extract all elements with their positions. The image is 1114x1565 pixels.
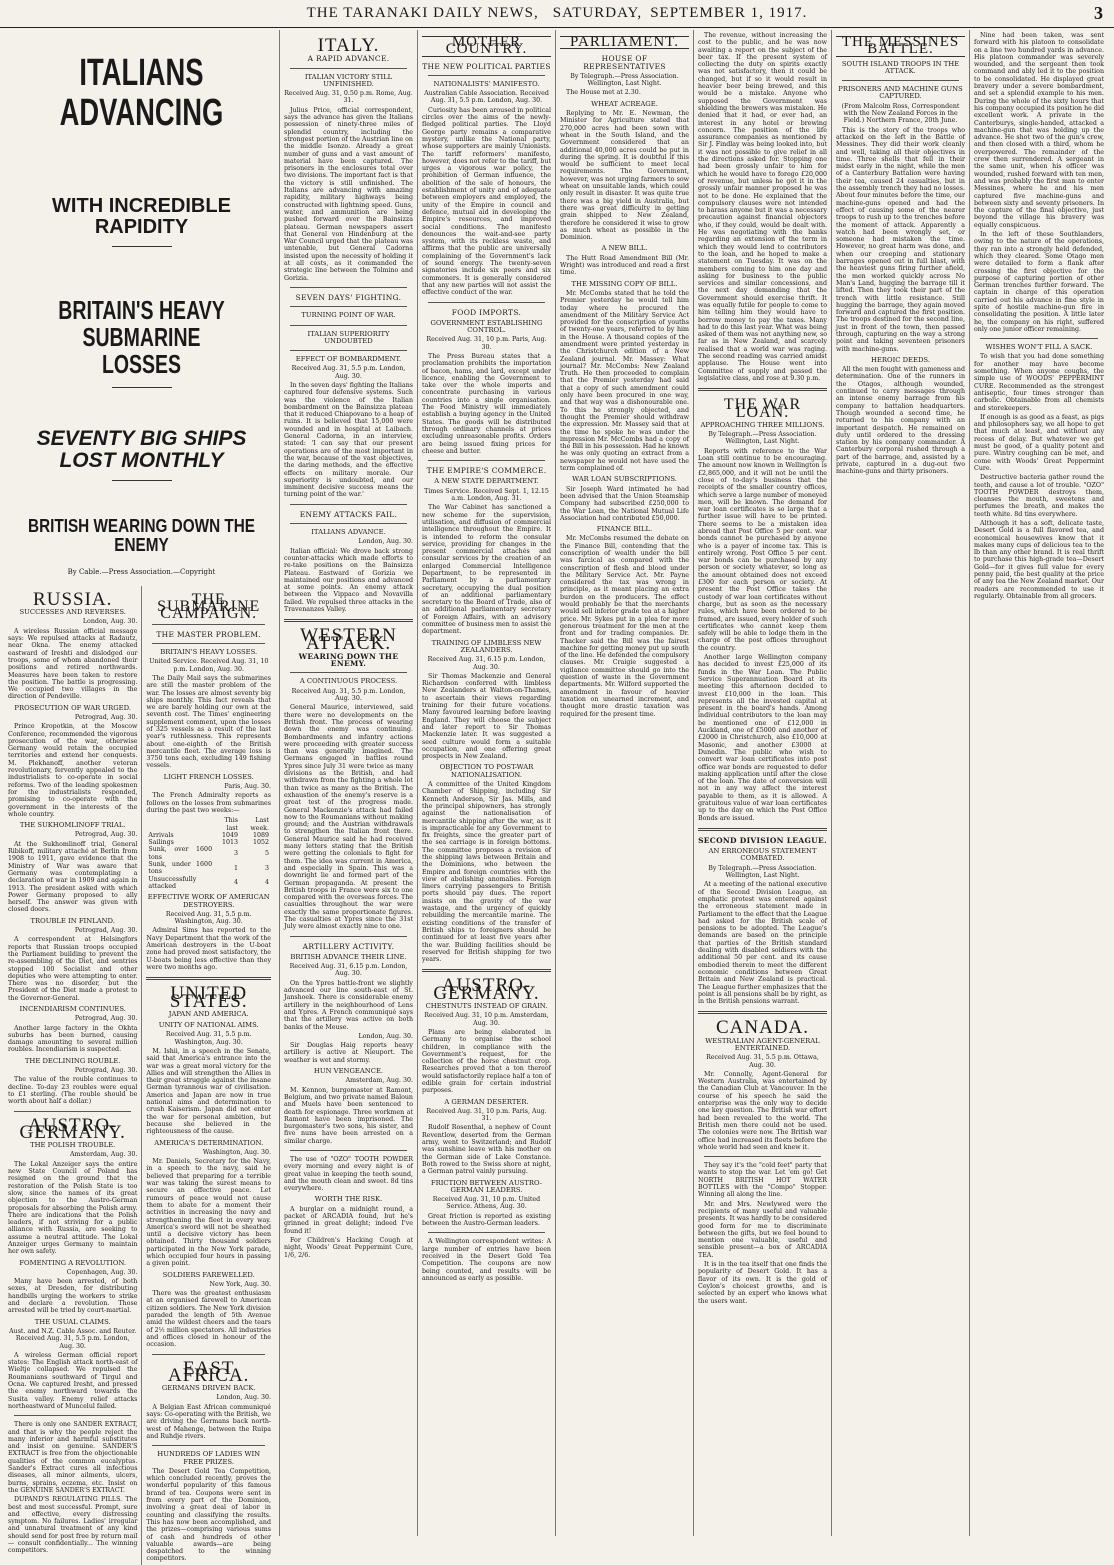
article-text: The War Cabinet has sanctioned a new scheme for the supervision, utilisation, and diffusion of commercial intelligence throughout the Empire. It is intended to reform the consular service, providing for changes in the present commercial attachés and consular services by the creation of an enlarged Commercial Intelligence Department, to be represented in Parliament by a parliamentary secretary, occupying the dual position of an additional parliamentary secretary to the Board of Trade, also of an additional parliamentary secretary of Foreign Affairs, with an advisory committee of business men to assist the department. bbox=[422, 504, 551, 636]
advertisement: They say it's the "cold feet" party that wants to stop the war. Let 'em go! Get NORTH BRITISH HOT WATER BOTTLES with the "Compo" Stopper. Winning all along the line. bbox=[698, 1162, 827, 1199]
advertisement-heading: WISHES WON'T FILL A SACK. bbox=[985, 343, 1093, 352]
italy-title: ITALY. bbox=[317, 35, 380, 56]
article-text: Mr. McCombs resumed the debate on the Finance Bill, contending that the conscription of wealth under the bill was farcical as compared with the conscription of flesh and blood under the Military Service Act. Mr. Payne considered the tax was wrong in principle, as it meant placing an extra burden on the producers. The effect would probably be that the merchants would sell inferior grade tea at a higher price. Mr. Sykes put in a plea for more generous treatment for the men at the front and for trading companies. Dr. Thacker said the Bill was the fairest machine for getting money put up south of the line. He defended the compulsory clauses. Mr. Craigie suggested a vigilance committee should go into the question of waste in the Government departments. Mr. Wilford supported the amendment in favour of heavier taxation on unearned increment, and thought more drastic taxation was required for the present time. bbox=[560, 535, 689, 718]
dateline: Petrograd, Aug. 30. bbox=[74, 1015, 138, 1023]
dateline: Petrograd, Aug. 30. bbox=[74, 927, 138, 935]
article-subhead: FOMENTING A REVOLUTION. bbox=[19, 1258, 127, 1267]
mother-country-title: MOTHER COUNTRY. bbox=[422, 36, 551, 57]
advertisement: A burglar on a midnight round, a packet of ARCADIA found, but he's grinned in great delight; indeed I've found it! bbox=[284, 1205, 413, 1235]
dateline: (From Malcolm Ross, Correspondent with the New Zealand Forces in the Field.) Northern France, 20th June. bbox=[841, 102, 960, 125]
lead-subhead-4: BRITISH WEARING DOWN THE ENEMY bbox=[28, 515, 255, 555]
table-cell: Arrivals bbox=[148, 831, 174, 839]
article-subhead: ENEMY ATTACKS FAIL. bbox=[299, 509, 398, 519]
article-subhead: A GERMAN DESERTER. bbox=[444, 1097, 529, 1106]
article-text: Another large factory in the Okhta suburbs has been burned, causing damage amounting to several million roubles. Incendiarism is suspected. bbox=[8, 1024, 138, 1054]
masthead bbox=[0, 0, 1114, 28]
lead-column bbox=[4, 30, 280, 1563]
austro-germany-title: AUSTRO-GERMANY. bbox=[19, 1114, 126, 1143]
article-text: Sir Joseph Ward intimated he had been advised that the Union Steamship Company had subscribed £250,000 to the War Loan, the National Mutual Life Association had contributed £50,000. bbox=[560, 485, 689, 522]
article-subhead: CHESTNUTS INSTEAD OF GRAIN. bbox=[425, 1002, 548, 1011]
article-subhead: TRAINING OF LIMBLESS NEW ZEALANDERS. bbox=[431, 638, 542, 654]
article-text: A Belgian East African communiqué says: Co-operating with the British, we are driving the Germans back north-west of Mahenge, between the Ruipa and Ruhdje rivers. bbox=[146, 1403, 271, 1440]
dateline: London, Aug. 30. bbox=[82, 618, 138, 626]
advertisement: The Desert Gold Tea Competition, which concluded recently, proves the wonderful popularity of this famous brand of tea. Coupons were sent in from every part of the Dominion, involving a great deal of labor in counting and classifying the results. This has now been accomplished, and the prizes—comprising various sums of cash and hundreds of other valuable awards—are being despatched to the winning competitors. bbox=[146, 1467, 271, 1563]
dateline: Australian Cable Association. Received Aug. 31, 5.5 p.m. London, Aug. 30. bbox=[424, 90, 549, 105]
dateline: New York, Aug. 30. bbox=[209, 1280, 271, 1288]
table-cell: Unsuccessfully attacked bbox=[148, 875, 197, 890]
advertisement: It is in the tea itself that one finds the popularity of Desert Gold. It has a flavor of its own. It is the gold of Ceylon's choicest growths, and is selected by an expert who knows what the users want. bbox=[698, 1261, 827, 1305]
article-text: Julius Price, official correspondent, says the advance has given the Italians possession of ninety-three miles of splendid country, including the strongest portion of the Austrian line on the middle Isonzo. Already a great number of guns and a vast amount of material have been captured. The prisoners in the enclosures total over two divisions. The important fact is that the victory is still unfinished. The Italians are advancing with amazing rapidity, military highways being constructed with lightning speed. Guns, water, and ammunition are being pushed forward over the Bainsizza plateau. German newspapers assert that General von Hindenburg at the War Council urged that the plateau was untenable, but General Cadorna insisted upon the necessity of holding it at all costs, as it commanded the strategic line between the Tolmino and Gorizia. bbox=[284, 106, 413, 282]
table-header: Last week. bbox=[250, 817, 269, 832]
article-text: The Hutt Road Amendment Bill (Mr. Wright) was introduced and read a first time. bbox=[560, 254, 689, 277]
article-subhead: BRITAIN'S HEAVY LOSSES. bbox=[160, 648, 258, 657]
east-africa-title: EAST AFRICA. bbox=[167, 1357, 250, 1386]
article-text: The French Admiralty reports as follows on the losses from submarines during the past two weeks:— bbox=[146, 792, 271, 814]
article-subhead: THE NEW POLITICAL PARTIES bbox=[422, 61, 551, 71]
second-division-title: SECOND DIVISION LEAGUE. bbox=[698, 835, 827, 845]
article-subhead: OBJECTION TO POST-WAR NATIONALISATION. bbox=[439, 763, 534, 779]
article-text: Italian official: We drove back strong counter-attacks which made efforts to re-take positions on the Bainsizza Plateau. Eastward of Gorizia we maintained our positions and advanced at some points. An enemy attack between the Vippaco and Novavilla failed. We repulsed three attacks in the Travenanzes Valley. bbox=[284, 547, 413, 613]
advertisement: There is only one SANDER EXTRACT, and that is why the people reject the many inferior and harmful substitutes and insist on genuine. SANDER'S EXTRACT is free from the objectionable qualities of the common eucalyptus. Sander's Extract cures all infectious diseases, all minor ailments, ulcers, burns, sprains, eczema, etc. Insist on the GENUINE SANDER'S EXTRACT. bbox=[8, 1421, 138, 1494]
article-subhead: ITALIANS ADVANCE. bbox=[311, 528, 386, 537]
table-cell: 1 bbox=[233, 864, 238, 872]
advertisement: The use of "OZO" TOOTH POWDER every morning and every night is of great value in keeping the teeth sound, and the mouth clean and sweet. 8d tins everywhere. bbox=[284, 1156, 413, 1193]
article-subhead: SUCCESSES AND REVERSES. bbox=[19, 608, 126, 617]
dateline: Received Aug. 31, 0.50 p.m. Rome, Aug. 31. bbox=[284, 90, 413, 105]
article-subhead: WHEAT ACREAGE. bbox=[591, 99, 658, 108]
austro-germany-2-title: AUSTRO-GERMANY. bbox=[433, 975, 540, 1004]
article-text: A correspondent at Helsingfors reports that Russian troops occupied the Parliament building to prevent the re-assembling of the Diet, and sentries stopped 100 Socialist and other deputies who were attempting to enter. There was no disorder, but the President of the Diet made a protest to the Governor-General. bbox=[8, 936, 138, 1002]
dateline: Paris, Aug. 30. bbox=[224, 783, 271, 791]
italy-column bbox=[280, 30, 418, 1536]
article-text: The Press Bureau states that a proclamation prohibits the importation of bacon, hams, and lard, except under licence, enabling the Government to take over the whole imports and concentrate purchasing in various countries into a single organisation. The Food Ministry will immediately establish a buying agency in the United States. The goods will be distributed through ordinary channels at prices excluding unreasonable profits. Orders are being issued fixing prices for cheese and butter. bbox=[422, 352, 551, 455]
lead-headline: ITALIANS ADVANCING bbox=[59, 52, 224, 134]
article-subhead: PRISONERS AND MACHINE GUNS CAPTURED. bbox=[838, 85, 963, 101]
article-subhead: AMERICA'S DETERMINATION. bbox=[154, 1138, 264, 1147]
dateline: Aust. and N.Z. Cable Assoc. and Reuter. Received Aug. 31, 5.5 p.m. London, Aug. 30. bbox=[9, 1327, 137, 1350]
dateline: Received Aug. 31, 10 p.m. Paris, Aug. 30. bbox=[426, 336, 547, 351]
table-cell: 4 bbox=[233, 879, 238, 887]
dateline: London, Aug. 30. bbox=[358, 538, 413, 546]
dateline: London, Aug. 30. bbox=[216, 1394, 271, 1402]
messines-continued-column bbox=[970, 30, 1108, 1536]
article-text: Replying to Mr. E. Newman, the Minister for Agriculture stated that 270,000 acres had been sown with wheat in the South Island, and the Government considered that an additional 40,000 acres could be put in during the spring. It is doubtful if this would be sufficient to meet local requirements. The Government, however, was not urging farmers to sow wheat on unsuitable lands, which could only result in disaster. It was quite true there was a big yield in Australia, but there was great difficulty in getting grain shipped to New Zealand, therefore he considered it wise to grow as much wheat as possible in the Dominion. bbox=[560, 110, 689, 242]
article-text: Sir Thomas Mackenzie and General Richardson conferred with limbless New Zealanders at Walton-on-Thames, to ascertain their views regarding training for their future vocations. Many favoured learning before leaving England. They will choose the subject and later report to Sir Thomas Mackenzie later. It was suggested a seed culture would form a suitable occupation, and one offering great prospects in New Zealand. bbox=[422, 672, 551, 761]
table-cell: 1013 bbox=[221, 839, 238, 847]
article-subhead: BRITISH ADVANCE THEIR LINE. bbox=[290, 952, 407, 961]
advertisement: To wish that you had done something for another may have become something. When anyone coughs, the simple use of WOODS' PEPPERMINT CURE. Recommended as the strongest antiseptic, four times stronger than carbolic. Obtainable from all chemists and storekeepers. bbox=[974, 353, 1104, 412]
table-header: This last bbox=[224, 817, 238, 832]
dateline: By Telegraph.—Press Association. Wellington, Last Night. bbox=[708, 431, 817, 446]
article-subhead: FRICTION BETWEEN AUSTRO-GERMAN LEADERS. bbox=[430, 1178, 543, 1194]
article-subhead: SEVEN DAYS' FIGHTING. bbox=[295, 292, 402, 302]
advertisement: If enough is as good as a feast, as pigs and philosophers say, we all hope to get that much at least, and without any recess of delay. But whatever we get must be good, of a quality potent and pure. Wintry coughing can be met, and come with Woods' Great Peppermint Cure. bbox=[974, 413, 1104, 472]
article-subhead: NATIONALISTS' MANIFESTO. bbox=[433, 79, 540, 88]
article-subhead: SOUTH ISLAND TROOPS IN THE ATTACK. bbox=[841, 59, 960, 75]
dateline: Received Aug. 31, 5.5 p.m. Ottawa, Aug. 30. bbox=[706, 1054, 819, 1069]
article-subhead: HEROIC DEEDS. bbox=[870, 355, 931, 364]
paper-name: THE TARANAKI DAILY NEWS, bbox=[306, 5, 539, 21]
article-subhead: A CONTINUOUS PROCESS. bbox=[299, 677, 398, 686]
masthead-day: SATURDAY, bbox=[552, 5, 643, 21]
article-subhead: HUN VENGEANCE. bbox=[313, 1067, 384, 1076]
article-subhead: EFFECTIVE WORK OF AMERICAN DESTROYERS. bbox=[147, 893, 270, 909]
article-text: The Lokal Anzeiger says the entire new State Council of Poland has resigned on the ground that the restoration of the Polish State is too slow, since the names of its great objection to the Austro-German proposals for absorbing the Polish army. There are indications that the Polish leaders, if not striving for a public alliance with Russia, are seeking to assume a neutral attitude. The Lokal Anzeiger urges Germany to maintain her own safety. bbox=[8, 1160, 138, 1256]
dateline: London, Aug. 30. bbox=[358, 1032, 413, 1040]
submarine-title: THE SUBMARINE CAMPAIGN. bbox=[157, 590, 261, 623]
article-subhead: ITALIAN SUPERIORITY UNDOUBTED bbox=[307, 329, 390, 345]
article-text: A committee of the United Kingdom Chamber of Shipping, including Sir Kenneth Anderson, Sir Jas. Mills, and the principal shipowners, has strongly against the nationalisation of mercantile shipping after the war, as it is impracticable for any Government to fix freights, since the greater part of the sea carriage is in foreign bottoms. The committee proposes a revision of the shipping laws between Britain and the Dominions, who between the Empire and foreign countries with the view of abolishing anomalies. Foreign liners carrying passengers to British ports should pay dues. The report insists on the gravity of the war wastage, and the urgency of quickly rebuilding the mercantile marine. The existing conditions of the transfer of British ships to foreigners should be continued for at least five years after the war. Building facilities should be reserved for British shipping for two years. bbox=[422, 781, 551, 964]
article-subhead: THE MISSING COPY OF BILL. bbox=[571, 279, 678, 288]
dateline: Petrograd, Aug. 30. bbox=[74, 831, 138, 839]
byline: By Cable.—Press Association.—Copyright bbox=[67, 567, 216, 576]
table-cell: 4 bbox=[264, 879, 269, 887]
article-subhead: SOLDIERS FAREWELLED. bbox=[162, 1270, 255, 1279]
article-subhead: APPROACHING THREE MILLIONS. bbox=[700, 420, 825, 429]
dateline: Petrograd, Aug. 30. bbox=[74, 1067, 138, 1075]
article-subhead: INCENDIARISM CONTINUES. bbox=[19, 1004, 126, 1013]
article-subhead: A RAPID ADVANCE. bbox=[307, 54, 390, 64]
article-text: A wireless Russian official message says: We repulsed attacks at Radautz, near Okna. The enemy attacked eastward of Ireshti and dislodged our troops, some of whom abandoned their positions and retired northwards. Measures have been taken to restore the position. The battle is progressing. We occupied two villages in the direction of Pendeville. bbox=[8, 627, 138, 701]
table-cell: 5 bbox=[264, 850, 269, 858]
article-subhead: WESTRALIAN AGENT-GENERAL ENTERTAINED. bbox=[705, 1036, 820, 1052]
article-subhead: THE EMPIRE'S COMMERCE. bbox=[426, 466, 547, 476]
article-subhead: LIGHT FRENCH LOSSES. bbox=[163, 772, 254, 781]
table-cell: 1052 bbox=[252, 839, 269, 847]
advertisement: For Children's Hacking Cough at night, Woods' Great Peppermint Cure, 1/6, 2/6. bbox=[284, 1236, 413, 1259]
advertisement: Although it has a soft, delicate taste, Desert Gold is a full flavored tea, and economical housewives know that it makes many cups of delicious tea to the lb than any other brand. It is real thrift to purchase this high-grade tea—Desert Gold—for it gives full value for every penny paid, the best quality at the price of any tea the New Zealand market. Our readers are recommended to use it regularly. Obtainable from all grocers. bbox=[974, 520, 1104, 600]
dateline: Received Aug. 31, 6.15 p.m. London, Aug. 30. bbox=[427, 656, 546, 671]
dateline: Washington, Aug. 30. bbox=[202, 1148, 271, 1156]
article-text: There was the greatest enthusiasm at an organised farewell to American citizen soldiers. The New York division paraded the length of 5th Avenue amid the wildest cheers and the tears of 2½ million spectators. All industries and offices closed in honour of the occasion. bbox=[146, 1290, 271, 1349]
article-subhead: A NEW STATE DEPARTMENT. bbox=[434, 477, 539, 486]
article-text: All the men fought with gameness and determination. One of the runners in the Otagos, although wounded, continued to carry messages through an intense enemy barrage from his company to battalion headquarters. Though wounded a second time, he returned to his company with an important despatch. He remained on duty until ordered to the dressing station by his company commander. A Canterbury corporal rushed through a part of the barrage, and, assisted by a private, captured in a dug-out two machine-guns and thirty prisoners. bbox=[836, 366, 966, 476]
war-loan-title: THE WAR LOAN. bbox=[723, 396, 802, 421]
dateline: Received Aug. 31, 10 p.m. United Service. Athens, Aug. 30. bbox=[432, 1196, 541, 1211]
article-text: Sir Douglas Haig reports heavy artillery is active at Nieuport. The weather is wet and stormy. bbox=[284, 1042, 413, 1064]
dateline: Received Aug. 31, 5.5 p.m. Washington, Aug. 30. bbox=[165, 910, 252, 926]
dateline: Amsterdam, Aug. 30. bbox=[69, 1151, 138, 1159]
article-text: Nine had been taken, was sent forward with his platoon to consolidate on a line two hundred yards in advance. His platoon commander was severely wounded, and the sergeant then took command and ably led it to the position to be consolidated. He displayed great bravery under a severe bombardment, and set a splendid example to his men. During the whole of the sixty hours that his company occupied its position he did excellent work. A private in the Canterburys, single-handed, attacked a machine-gun that was holding up the advance. He shot two of the gun's crew, and then closed with a third, whom he overpowered. The remainder of the crew then surrendered. A sergeant in the same unit, when his officer was wounded, rushed forward with ten men, and was probably the first man to enter Messines, where he and his men captured five machine-guns and between sixty and seventy prisoners. In the capture of the final objective, just beyond the village his bravery was equally conspicuous. bbox=[974, 32, 1104, 229]
advertisement: DUPAND'S REGULATING PILLS. The best and most successful. Prompt, sure and effective, every distressing symptom. No failures. Ladies' irregular and unnatural treatment of any kind should send for post free by return mail — consult confidentially... The winning competitors. bbox=[8, 1496, 138, 1555]
article-text: In the seven days' fighting the Italians captured four defensive systems. Such was the violence of the Italian bombardment on the Bainsizza plateau that it reduced Chiapovano to a heap of ruins. It is believed that 15,000 were wounded and in hospital at Laibach. General Cadorna, in an interview, stated: 'I can say that our present operations are of the most important in the war, because of the vast objectives, the daring methods, and the effective effects on military morale. Our superiority is undoubted, and our imminent decisive success means the turning point of the war.' bbox=[284, 381, 413, 499]
article-text: Another large Wellington company has decided to invest £25,000 of its funds in the War Loan. The Public Service Superannuation Board at its meeting this afternoon decided to invest £10,000 in the loan. This represents all the invested capital at present in the board's hands. Among individual contributors to the loan may be mentioned one of £12,000 in Auckland, one of £5000 and another of £2000 in Christchurch, also £10,000 at Masonic, and another £3000 at Dunedin. The public who wish to convert war loan certificates into post office war bonds are requested to defer making application until after the close of the loan. The date of conversion will not in any way affect the interest payable to them, as it is allowed. A gratuitous value of war loan certificates up to the day on which the Post Office Bonds are issued. bbox=[698, 654, 827, 822]
table-cell: 3 bbox=[233, 850, 238, 858]
article-subhead: GERMANS DRIVEN BACK. bbox=[161, 1384, 256, 1393]
article-text: Mr. Daniels, Secretary for the Navy, in a speech to the navy, said he believed that preparing for a terrible war was taking the surest means to secure an effective peace. Let rumours of peace would not cause them to abate for a moment their activities in increasing the navy and strengthening the fleet in every way. America's sword will not be sheathed until a decisive victory has been obtained. Thirty thousand soldiers participated in the New York parade, which occupied four hours in passing a given point. bbox=[146, 1158, 271, 1268]
article-text: The revenue, without increasing the cost to the public, and he was now awaiting a report on the subject of the beer tax. If the present system of collecting the duty on spirits exactly was not satisfactory, then it could be changed, but if so it would result in heavier beer being brewed, and this would be a mistake. Anyone who supposed the Government was shielding the brewers was mistaken. He denied that it had, or ever had, an interest in any hotel or brewing concern. The position of the life assurance companies as mentioned by Sir J. Findlay was being looked into, but it was not possible to give relief in all the directions asked for. Stopping one had been grossly unfair to him for which he would have to forego £20,000 of revenue, but unless he got it in the grossly unfair manner proposed he was not to be done. He explained that the compulsory clauses were not intended to harass anyone but it was a necessary precaution against financial objectors who, if they could, would be dealt with. He was negotiating with the banks regarding an extension of the term in which they would lend to contributors to the loan, and he hoped to make a statement on Tuesday. It was on the members coming to him one day and asking for business to the public services and similar concessions, and the next day demanding that the Government should exercise thrift. It was equally futile for people to come to him telling him they would have to borrow money to pay the taxes. Many had to do this last year. What was being asked of them was not anything new, so far as in New Zealand, and scarcely realised that a world war was raging. The second reading was carried amidst applause. The House went into Committee of supply and passed the legislative class, and rose at 9.30 p.m. bbox=[698, 32, 827, 382]
messines-title: THE MESSINES BATTLE. bbox=[836, 36, 965, 57]
dateline: United Service. Received Aug. 31, 10 p.m. London, Aug. 30. bbox=[149, 658, 269, 673]
advertisement: Destructive bacteria gather round the teeth, and cause a lot of trouble. "OZO" TOOTH POWDER destroys them, cleanses the mouth, sweetens and perfumes the breath, and makes the teeth white. 8d tins everywhere. bbox=[974, 474, 1104, 518]
table-cell: Sunk, over 1600 tons bbox=[148, 846, 213, 861]
article-text: At a meeting of the national executive of the Second Division League, an emphatic protest was entered against the erroneous statement made in Parliament to the effect that the League had asked for the British scale of pensions to be adopted. The League's demands are based on the principle that parties of the British standard dealing with disabled soldiers with the additional 50 per cent. and its cause embodied therein to meet the different economic conditions between Great Britain and New Zealand is practical. The League further emphasizes that the point is all pensions shall be by right, as in the British pensions warrant. bbox=[698, 881, 827, 1006]
article-subhead: THE MASTER PROBLEM. bbox=[156, 629, 262, 639]
article-subhead: THE SUKHOMLINOFF TRIAL. bbox=[19, 821, 126, 830]
page-number: 3 bbox=[1094, 3, 1104, 23]
article-subhead: ITALIAN VICTORY STILL UNFINISHED. bbox=[304, 72, 393, 88]
article-subhead: EFFECT OF BOMBARDMENT. bbox=[295, 355, 402, 364]
article-text: Mr. McCombs stated that he told the Premier yesterday he would tell him today where he procured the amendment of the Military Service Act provided for the conscription of youths of twenty-one years, referred to by him in the House. A thousand copies of the amendment were printed yesterday in the Christchurch edition of a New Zealand journal. Mr. Massey: What journal? Mr. McCombs: New Zealand Truth. He then proceeded to complain that the Premier yesterday had said that a copy of such amendment could only have been procured in one way, and that way was a dishonourable one. To this he strongly objected, and thought the Premier should withdraw the expression. Mr. Massey said that at the time he spoke he was under the impression Mr. McCombs had a copy of the Bill in his possession. Had he known he was only quoting an extract from a newspaper he would not have used the term complained of. bbox=[560, 289, 689, 473]
submarine-column bbox=[141, 586, 275, 1565]
article-text: M. Ishii, in a speech in the Senate, said that America's entrance into the war was a great moral victory for the Allies and will strengthen the Allies in their great struggle against the insane German tyrannous war of civilisation. America and Japan are now in true national aims and determination to crush Kaiserism. Japan did not enter the war for personal ambition, but because she believed in the righteousness of the cause. bbox=[146, 1047, 271, 1136]
article-text: At the Sukhomlinoff trial, General Ribikoff, military attaché at Berlin from 1908 to 1911, gave evidence that the Ministry of War was aware that Germany was contemplating a declaration of war in 1909 and again in 1913. The president asked with which Power Germany proposed to ally herself. The answer was given with closed doors. bbox=[8, 840, 138, 914]
article-subhead: PROSECUTION OF WAR URGED. bbox=[14, 703, 132, 712]
dateline: Received Aug. 31, 10 p.m. Paris, Aug. 31. bbox=[426, 1107, 547, 1123]
canada-title: CANADA. bbox=[715, 1017, 810, 1039]
table-header bbox=[146, 817, 214, 832]
article-text: A wireless German official report states: The English attack north-east of Wieltje collapsed. We repulsed the Roumanians southward of Tirgul and Ocna. We captured Iresht, and pressed the enemy northward towards the Susita valley. Enemy relief attacks northeastward of Muncelul failed. bbox=[8, 1351, 138, 1410]
russia-column bbox=[8, 586, 141, 1565]
article-subhead: ARTILLERY ACTIVITY. bbox=[302, 941, 395, 951]
table-cell: Sailings bbox=[148, 839, 174, 847]
article-subhead: WORTH THE RISK. bbox=[314, 1195, 383, 1204]
article-subhead: JAPAN AND AMERICA. bbox=[168, 1009, 249, 1018]
dateline: Received Aug. 31, 5.5 p.m. London, Aug. 30. bbox=[291, 365, 406, 380]
article-text: Plans are being elaborated in Germany to organise the school children, in compliance with the Government's request, for the collection of the horse chestnut crop. Researches proved that a ton thereof would satisfactorily replace half a ton of edible grain for certain industrial purposes. bbox=[422, 1028, 551, 1095]
parliament-title: PARLIAMENT. bbox=[560, 36, 689, 49]
article-text: Prince Kropotkin, at the Moscow Conference, recommended the vigorous prosecution of the war, otherwise Germany would retain the occupied territories and extend her conquests. M. Plekhanoff, another veteran revolutionary, fervently appealed to the industrialists to co-operate in social reforms. Two of the leading spokesmen for the industrialists responded, promising to co-operate with the government in the interests of the whole country. bbox=[8, 723, 138, 818]
article-subhead: TURNING POINT OF WAR. bbox=[301, 311, 396, 320]
article-subhead: UNITY OF NATIONAL AIMS. bbox=[158, 1021, 259, 1030]
dateline: By Telegraph.—Press Association. Wellington, Last Night. bbox=[708, 864, 817, 880]
war-loan-column bbox=[694, 30, 832, 1536]
article-text: The House met at 2.30. bbox=[566, 89, 641, 97]
western-attack-title: WESTERN ATTACK. bbox=[300, 625, 397, 654]
dateline: Received Aug. 31, 6.15 p.m. London, Aug. 30. bbox=[289, 963, 408, 978]
article-text: Many have been arrested, of both sexes, at Dresden, for distributing handbills urging the workers to strike and declare a revolution. Those arrested will be tried by court-martial. bbox=[8, 1278, 138, 1315]
dateline: Received Aug. 31, 10 p.m. Amsterdam, Aug. 30. bbox=[424, 1012, 549, 1027]
russia-title: RUSSIA. bbox=[33, 588, 113, 610]
article-subhead: TROUBLE IN FINLAND. bbox=[30, 916, 115, 925]
table-cell: 1049 bbox=[221, 831, 238, 839]
messines-column bbox=[832, 30, 970, 1536]
article-text: On the Ypres battle-front we slightly advanced our line south-east of St. Janshoek. There is considerable enemy artillery in the neighbourhood of Lens and Ypres. A French communiqué says that the artillery was active on both banks of the Meuse. bbox=[284, 979, 413, 1031]
article-text: In the left of these Southlanders, owing to the nature of the operations, they ran into a strongly held defended, which they cleared. Some Otago men were detailed to form a flank after crossing the first objective for the purpose of capturing portion of other German trenches further forward. The captain in charge of this operation carried out his advance in fine style in spite of hostile machine-gun fire in consolidating the position. A little later he, the company on his right, suffered only one junior officer remaining. bbox=[974, 231, 1104, 333]
article-subhead: FOOD IMPORTS. bbox=[451, 307, 522, 317]
article-subhead: GOVERNMENT ESTABLISHING CONTROL. bbox=[430, 318, 543, 335]
dateline: Received Aug. 31, 5.5 p.m. Washington, Aug. 30. bbox=[165, 1031, 252, 1046]
article-text: M. Kennon, burgomaster at Ramont, Belgium, and two private named Baloun and Muels have been sentenced to death for espionage. Three workmen at Ramont have been imprisoned. The burgomaster's two sons, his sister, and five nuns have been arrested on a similar charge. bbox=[284, 1086, 413, 1145]
parliament-column bbox=[556, 30, 694, 1536]
table-cell: 3 bbox=[264, 864, 269, 872]
article-subhead: THE POLISH TROUBLE. bbox=[30, 1141, 116, 1150]
dateline: Times Service. Received Sept. 1, 12.15 a.m. London, Aug. 31. bbox=[424, 487, 549, 503]
lead-subhead-3: SEVENTY BIG SHIPS LOST MONTHLY bbox=[36, 426, 247, 472]
advertisement-heading: HUNDREDS OF LADIES WIN FREE PRIZES. bbox=[157, 1450, 261, 1466]
article-text: Rudolf Rosenthal, a nephew of Count Reventlow, deserted from the German army, went to Switzerland; and Rudolf was sunshine leave with his mother on the German side of Lake Constance. Both rowed to the Swiss shore at night, a German patrol vainly pursuing. bbox=[422, 1124, 551, 1176]
article-text: The Daily Mail says the submarines are still the master problem of the war. The losses are almost seventy big ships monthly. This fact reveals that we are barely holding our own at the seventh cost. The Times' engineering supplement comment, upon the losses of 325 vessels as a result of the last year's ruthlessness. This represents about one-eighth of the British mercantile fleet. The average loss is 3750 tons each, excluding 149 fishing vessels. bbox=[146, 674, 271, 770]
table-cell: 1089 bbox=[252, 831, 269, 839]
masthead-date: SEPTEMBER 1, 1917. bbox=[650, 5, 808, 21]
united-states-title: UNITED STATES. bbox=[169, 983, 248, 1012]
shipping-losses-table bbox=[146, 817, 271, 890]
article-subhead: AN ERRONEOUS STATEMENT COMBATED. bbox=[708, 847, 817, 863]
article-subhead: WAR LOAN SUBSCRIPTIONS. bbox=[572, 475, 677, 484]
article-text: Mr. Connolly, Agent-General for Western Australia, was entertained by the Canadian Club at Vancouver. In the course of his speech he said the enterprise was the only way to decide one key question. The British war effort had been revealed to the world. The British men there could not be used. The colonies were now. The British war office had increased its fleets before the whole world had seen and knew it. bbox=[698, 1070, 827, 1151]
lead-subhead-2: BRITAIN'S HEAVY SUBMARINE LOSSES bbox=[58, 294, 225, 380]
article-text: General Maurice, interviewed, said there were no developments on the British front. The process of wearing down the enemy was continuing. Bombardments and infantry actions were proceeding with greater success than was generally imagined. The Germans engaged in battles round Ypres since July 31 were twice as many divisions as the British, and had withdrawn from the fighting a whole lot than twice as many as the British. The exhaustion of the enemy's reserve is a great test of the progress made. General Mackenzie's attack had failed now to the Roumanians without making ground; and the Austrian withdrawals to strengthen the Italian front there. General Maurice said he had received many letters stating that the British were getting the colonials to fight for them. The idea was current in America, and especially in Spain. This was a downright lie and formed part of the German propaganda. At present the British troops in France were six to one compared with the overseas forces. The casualties throughout the war were exactly the same proportionate figures. The casualties at Ypres since the 31st July were almost exactly nine to one. bbox=[284, 704, 413, 931]
dateline: Received Aug. 31, 5.5 p.m. London, Aug. 30. bbox=[291, 687, 406, 703]
dateline: Amsterdam, Aug. 30. bbox=[345, 1077, 413, 1085]
article-subhead: HOUSE OF REPRESENTATIVES bbox=[583, 54, 666, 71]
article-subhead: THE DECLINING ROUBLE. bbox=[24, 1056, 121, 1065]
newspaper-columns bbox=[4, 30, 1110, 1563]
dateline: By Telegraph.—Press Association. Wellington, Last Night. bbox=[570, 72, 679, 88]
article-text: Curiosity has been aroused in political circles over the aims of the newly-fledged political parties. The Lloyd George party remains a comparative mystery, unlike the National party, whose supporters are mainly Unionists. The tariff reformers' manifesto, however, does not refer to the tariff, but urges a vigorous war policy, the prohibition of German influence, the abolition of the sale of honours, the establishment of unity and of adequate between employers and employed, the unity of the Empire in council and defence, mutual aid in developing the Empire's resources, and improved social conditions. The manifesto denounces the wait-and-see party system, with its reckless waste, and affirms that the public are universally complaining of the Government's lack of sound energy. The twenty-seven signatories include six peers and six commoners. It is generally considered that any new parties will not assist the effective conduct of the war. bbox=[422, 106, 551, 297]
article-text: This is the story of the troops who attacked on the left in the Battle of Messines. They did their work cleanly and well, taking all their objectives in time. Three shells that fell in their midst early in the night, while the men of a Canterbury Battalion were having their tea, caused 24 casualties, but in the assembly trench they had no losses. About four minutes before the time, our machine-guns opened and had the effect of causing some of the nearer troops to rush up to the trenches before the moment of attack. Apparently a watch had been wrongly set, or someone had mistaken the time. However, no great harm was done, and when our creeping and stationary barrages opened out in full blast, with the heaviest guns firing further afield, the men worked quickly across No Man's Land, hugging the barrage till it lifted. Then they took their part of the trench with little resistance. Still hugging the barrage, they again moved forward and captured the first position. The troops destined for the second line, just in front of the town, then passed through, capturing on the way a strong point and taking seventeen prisoners with machine-guns. bbox=[836, 126, 965, 353]
article-subhead: A NEW BILL. bbox=[601, 244, 648, 253]
article-text: Reports with reference to the War Loan still continue to be encouraging. The amount now known in Wellington is £2,865,000, and it will not be until the close of to-day's business that the receipts of the smaller country offices, which serve a large number of moneyed men, will be known. The demand for war loan certificates is so large that a further issue will have to be printed. There seems to be a mistaken idea abroad that Post Office 5 per cent. war bonds cannot be purchased by anyone who is a payer of income tax. This is entirely wrong. Post Office 5 per cent. war bonds can be purchased by any person or society whatever, so long as the amount obtained does not exceed £300 for each person or society. At present the Post Office takes the custody of war loan certificates without charge, but as soon as the necessary rules, which have been ordered to be framed, are issued, every holder of such certificates who cannot keep them safely will be able to lodge them in the charge of the post offices throughout the country. bbox=[698, 447, 827, 652]
article-text: The value of the rouble continues to decline. To-day 23 roubles were equal to £1 sterling. (The rouble should be worth about half a dollar.) bbox=[8, 1076, 138, 1106]
article-text: Great friction is reported as existing between the Austro-German leaders. bbox=[422, 1212, 551, 1228]
dateline: Petrograd, Aug. 30. bbox=[74, 714, 138, 721]
article-subhead: FINANCE BILL. bbox=[596, 525, 653, 534]
article-text: Admiral Sims has reported to the Navy Department that the work of the American destroyers in the U-boat zone had proved most satisfactory, the U-boats being less effective than they were two months ago. bbox=[146, 927, 271, 971]
article-text: A Wellington correspondent writes: A large number of entries have been received in the Desert Gold Tea Competition. The coupons are now being counted, and results will be announced as early as possible. bbox=[422, 1238, 551, 1282]
mother-country-column bbox=[418, 30, 556, 1536]
advertisement: Mr. and Mrs. Newlywed were the recipients of many useful and valuable presents. It was hardly to be considered good form for me to discriminate between the gifts, but we feel bound to mention one valuable, useful and sensible present—a box of ARCADIA TEA. bbox=[698, 1200, 827, 1259]
lead-subhead-1: WITH INCREDIBLE RAPIDITY bbox=[52, 194, 231, 238]
table-cell: Sunk, under 1600 tons bbox=[148, 861, 213, 876]
article-subhead: THE USUAL CLAIMS. bbox=[34, 1317, 111, 1326]
dateline: Copenhagen, Aug. 30. bbox=[66, 1268, 138, 1276]
article-subhead: WEARING DOWN THE ENEMY. bbox=[298, 651, 399, 669]
